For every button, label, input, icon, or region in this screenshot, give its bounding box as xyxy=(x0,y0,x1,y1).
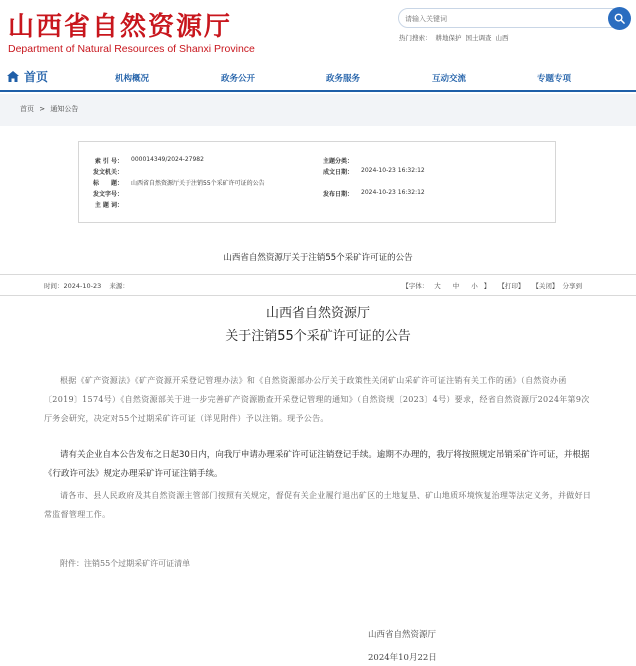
hot-word[interactable]: 国土调查 xyxy=(465,34,492,42)
meta-issuer-label: 发文机关： xyxy=(92,169,123,176)
nav-home[interactable] xyxy=(6,68,48,85)
meta-docno-label: 发文字号： xyxy=(92,191,123,198)
nav-item-jigou[interactable]: 机构概况 xyxy=(115,74,150,84)
search-box xyxy=(398,8,630,28)
meta-created-value: 2024-10-23 16:32:12 xyxy=(361,167,425,174)
meta-category-label: 主题分类： xyxy=(322,158,353,165)
paragraph-3: 请各市、县人民政府及其自然资源主管部门按照有关规定，督促有关企业履行退出矿区的土地复垦、矿山地质环境恢复治理等法定义务，并做好日常监督管理工作。 xyxy=(44,491,592,519)
paragraph-1: 根据《矿产资源法》《矿产资源开采登记管理办法》和《自然资源部办公厅关于政策性关闭矿山采矿许可证注销有关工作的函》（自然资办函〔2019〕1574号）《自然资源部关于进一步完善矿产资源勘查开采登记管理的通知》（自然资规〔2023〕4号）要求，经省自然资源厅2024年第9次厅务会研究，决定对55个过期采矿许可证（详见附件）予以注销。现予公告。 xyxy=(44,376,590,423)
meta-topic-label: 主 题 词： xyxy=(94,202,123,209)
nav-item-zhuanti[interactable]: 专题专项 xyxy=(537,74,572,84)
share-button[interactable]: 分享到 xyxy=(562,282,582,290)
hot-search xyxy=(399,33,513,42)
search-button[interactable] xyxy=(608,7,631,30)
nav-home-label: 首页 xyxy=(24,70,49,84)
site-logo-cn[interactable]: 山西省自然资源厅 xyxy=(8,12,233,42)
document-meta-box xyxy=(78,141,556,223)
home-icon xyxy=(6,70,20,83)
document-title-line2: 关于注销55个采矿许可证的公告 xyxy=(225,329,411,344)
meta-index-label: 索 引 号： xyxy=(94,158,123,165)
meta-title-label: 标 题： xyxy=(92,180,123,187)
hot-search-label: 热门搜索： xyxy=(399,34,432,42)
print-button[interactable]: 【打印】 xyxy=(498,282,525,290)
meta-index-value: 000014349/2024-27982 xyxy=(131,156,204,163)
document-title-line1: 山西省自然资源厅 xyxy=(265,306,370,321)
meta-published-value: 2024-10-23 16:32:12 xyxy=(361,189,425,196)
attachment-link[interactable]: 附件：注销55个过期采矿许可证清单 xyxy=(60,559,191,568)
font-label-open: 【字体： xyxy=(402,282,429,290)
site-header xyxy=(0,0,636,62)
breadcrumb-current[interactable]: 通知公告 xyxy=(50,105,79,113)
breadcrumb-bar xyxy=(0,94,636,126)
search-input[interactable] xyxy=(405,12,605,25)
search-icon xyxy=(614,13,625,24)
source-label: 来源： xyxy=(109,282,129,290)
time-label: 时间： xyxy=(44,282,64,290)
font-size-medium[interactable]: 中 xyxy=(452,282,460,290)
breadcrumb-home[interactable]: 首页 xyxy=(20,105,34,113)
main-nav xyxy=(0,64,636,92)
signature-date: 2024年10月22日 xyxy=(368,653,437,663)
nav-item-hudong[interactable]: 互动交流 xyxy=(432,74,467,84)
nav-item-zhengwu-fuwu[interactable]: 政务服务 xyxy=(326,74,361,84)
article-info-bar xyxy=(0,274,636,296)
meta-published-label: 发布日期： xyxy=(322,191,353,198)
article-info-left xyxy=(44,281,129,290)
meta-title-value: 山西省自然资源厅关于注销55个采矿许可证的公告 xyxy=(131,180,265,187)
font-size-small[interactable]: 小 xyxy=(471,282,478,290)
site-logo-en: Department of Natural Resources of Shanxi Province xyxy=(8,43,255,55)
breadcrumb xyxy=(20,104,78,114)
font-size-large[interactable]: 大 xyxy=(434,282,441,290)
font-size-label xyxy=(396,282,490,290)
meta-created-label: 成文日期： xyxy=(322,169,353,176)
paragraph-2: 请有关企业自本公告发布之日起30日内，向我厅申请办理采矿许可证注销登记手续。逾期不办理的，我厅将按照规定吊销采矿许可证，并根据《行政许可法》规定办理采矿许可证注销手续。 xyxy=(44,450,590,479)
hot-word[interactable]: 耕地保护 xyxy=(435,34,462,42)
time-value: 2024-10-23 xyxy=(63,282,102,290)
article-tools xyxy=(396,281,582,290)
close-button[interactable]: 【关闭】 xyxy=(532,282,559,290)
signature-org: 山西省自然资源厅 xyxy=(368,630,437,640)
article-small-title: 山西省自然资源厅关于注销55个采矿许可证的公告 xyxy=(223,253,413,263)
nav-item-zhengwu-gongkai[interactable]: 政务公开 xyxy=(221,74,256,84)
article-content xyxy=(0,126,636,666)
breadcrumb-separator: > xyxy=(39,105,46,113)
hot-word[interactable]: 山西 xyxy=(495,34,509,42)
font-label-close: 】 xyxy=(483,282,491,290)
